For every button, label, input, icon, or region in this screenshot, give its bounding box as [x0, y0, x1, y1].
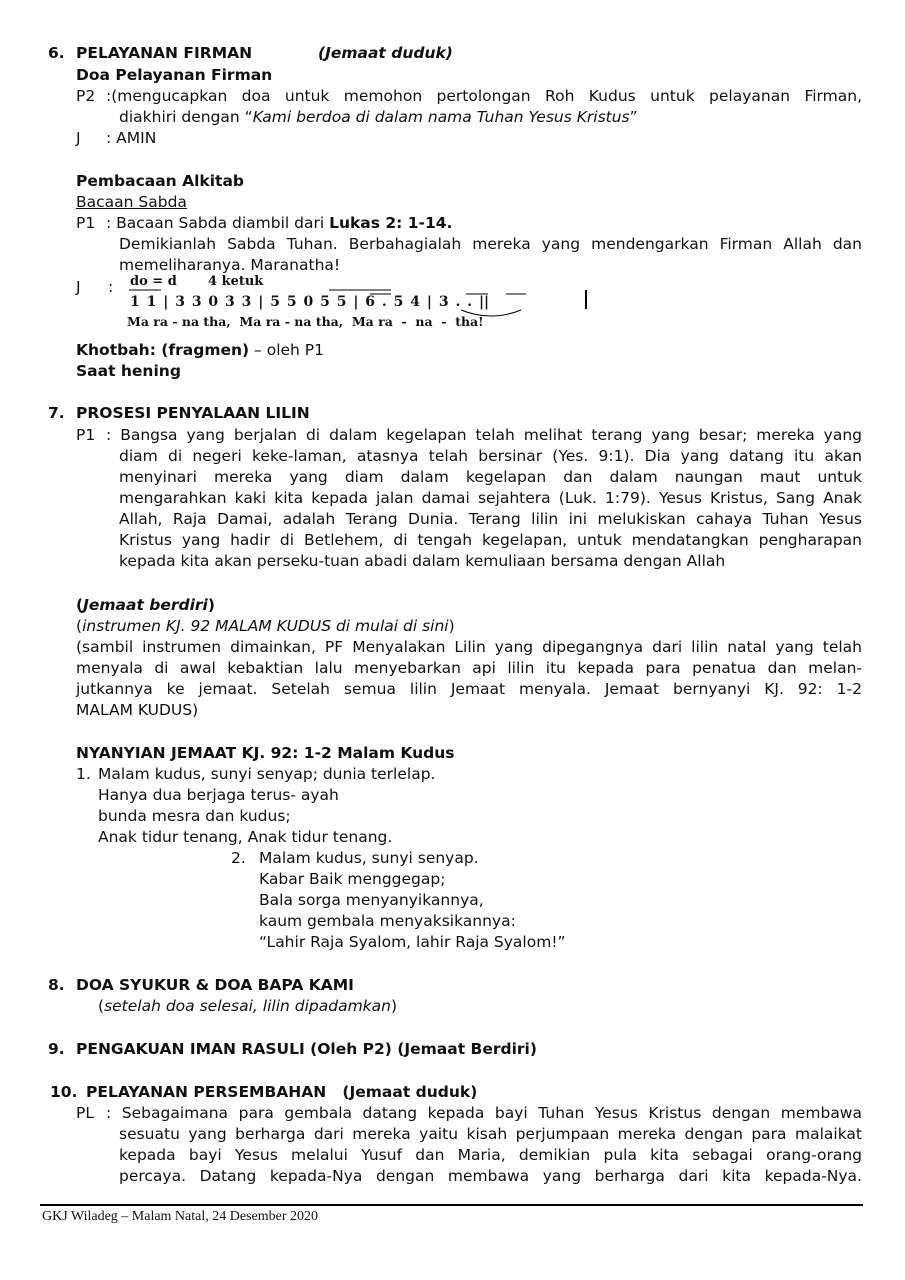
j-label: J: [76, 129, 81, 147]
verse2-number: 2.: [231, 849, 246, 867]
reading-title: Pembacaan Alkitab: [76, 172, 245, 190]
section-10-title: PELAYANAN PERSEMBAHAN (Jemaat duduk): [86, 1083, 478, 1101]
section-8-title: DOA SYUKUR & DOA BAPA KAMI: [76, 976, 354, 994]
sec7-line-7: kepada kita akan perseku-tuan abadi dalam kemuliaan bersama dengan Allah: [119, 552, 726, 570]
music-lyrics: Ma ra - na tha, Ma ra - na tha, Ma ra - na - tha!: [127, 314, 484, 329]
j2-label: J: [76, 278, 81, 296]
verse2-line-2: Kabar Baik menggegap;: [259, 870, 446, 888]
section-9-title: PENGAKUAN IMAN RASULI (Oleh P2) (Jemaat Berdiri): [76, 1040, 537, 1058]
verse2-line-1: Malam kudus, sunyi senyap.: [259, 849, 479, 867]
j-amin: : AMIN: [106, 129, 157, 147]
candle-para-1: (sambil instrumen dimainkan, PF Menyalakan Lilin yang dipegangnya dari lilin natal yang telah: [76, 638, 862, 656]
music-notes: 1 1 | 3 3 0 3 3 | 5 5 0 5 5 | 6 . 5 4 | 3 . . ||: [130, 294, 490, 310]
p1-label: P1: [76, 214, 96, 232]
section-10-number: 10.: [50, 1083, 78, 1101]
music-notation-marks: [126, 276, 606, 326]
sec7-line-4: mengarahkan kaki kita kepada jalan damai sejahtera (Luk. 1:79). Yesus Kristus, Sang Anak: [119, 489, 862, 507]
p1-reading-line2: Demikianlah Sabda Tuhan. Berbahagialah mereka yang mendengarkan Firman Allah dan: [119, 235, 862, 253]
verse1-line-4: Anak tidur tenang, Anak tidur tenang.: [98, 828, 393, 846]
sec7-line-6: Kristus yang hadir di Betlehem, di tengah kegelapan, untuk mendatangkan pengharapan: [119, 531, 862, 549]
music-meter: 4 ketuk: [208, 274, 264, 289]
sec7-line-5: Allah, Raja Damai, adalah Terang Dunia. Terang lilin ini melukiskan cahaya Tuhan Yesus: [119, 510, 862, 528]
sec10-line-2: sesuatu yang berharga dari mereka yaitu kisah perjumpaan mereka dengan para malaikat: [119, 1125, 862, 1143]
prayer-title: Doa Pelayanan Firman: [76, 66, 273, 84]
reading-subtitle: Bacaan Sabda: [76, 193, 187, 211]
footer-divider: [40, 1204, 863, 1206]
song-title: NYANYIAN JEMAAT KJ. 92: 1-2 Malam Kudus: [76, 744, 455, 762]
p2-label: P2: [76, 87, 96, 105]
candle-para-2: menyala di awal kebaktian lalu menyebarkan api lilin itu kepada para penatua dan melan-: [76, 659, 862, 677]
p1-label-7: P1: [76, 426, 96, 444]
section-8-note: (setelah doa selesai, lilin dipadamkan): [98, 997, 398, 1015]
candle-para-4: MALAM KUDUS): [76, 701, 199, 719]
p1-reading-line3: memeliharanya. Maranatha!: [119, 256, 341, 274]
section-6-note: (Jemaat duduk): [318, 44, 453, 62]
p2-text-line1: :(mengucapkan doa untuk memohon pertolongan Roh Kudus untuk pelayanan Firman,: [106, 87, 862, 105]
section-7-title: PROSESI PENYALAAN LILIN: [76, 404, 310, 422]
instrument-note: (instrumen KJ. 92 MALAM KUDUS di mulai di sini): [76, 617, 455, 635]
j2-colon: :: [108, 278, 114, 296]
verse1-number: 1.: [76, 765, 91, 783]
p2-text-line2: diakhiri dengan “Kami berdoa di dalam nama Tuhan Yesus Kristus”: [119, 108, 638, 126]
pl-label: PL: [76, 1104, 94, 1122]
sec10-line-4: percaya. Datang kepada-Nya dengan membawa yang berharga dari kita kepada-Nya.: [119, 1167, 862, 1185]
verse1-line-3: bunda mesra dan kudus;: [98, 807, 291, 825]
section-6-number: 6.: [48, 44, 65, 62]
candle-para-3: jutkannya ke jemaat. Setelah semua lilin Jemaat menyala. Jemaat bernyanyi KJ. 92: 1-2: [76, 680, 862, 698]
section-9-number: 9.: [48, 1040, 65, 1058]
sec7-line-2: diam di negeri keke-laman, atasnya telah bersinar (Yes. 9:1). Dia yang datang itu akan: [119, 447, 862, 465]
verse2-line-4: kaum gembala menyaksikannya:: [259, 912, 516, 930]
verse1-line-1: Malam kudus, sunyi senyap; dunia terlelap.: [98, 765, 436, 783]
p1-reading: : Bacaan Sabda diambil dari Lukas 2: 1-14.: [106, 214, 453, 232]
slur: [461, 310, 521, 316]
footer-text: GKJ Wiladeg – Malam Natal, 24 Desember 2020: [42, 1209, 319, 1224]
stand-note: (Jemaat berdiri): [76, 596, 215, 614]
sermon-line: Khotbah: (fragmen) – oleh P1: [76, 341, 324, 359]
section-7-number: 7.: [48, 404, 65, 422]
sec7-line-3: menyinari mereka yang diam dalam kegelapan dan dalam naungan maut untuk: [119, 468, 862, 486]
verse1-line-2: Hanya dua berjaga terus- ayah: [98, 786, 339, 804]
music-key: do = d: [130, 274, 177, 289]
section-6-title: PELAYANAN FIRMAN: [76, 44, 253, 62]
verse2-line-3: Bala sorga menyanyikannya,: [259, 891, 484, 909]
sec10-line-3: kepada bayi Yesus melalui Yusuf dan Maria, demikian pula kita sebagai orang-orang: [119, 1146, 862, 1164]
silence-line: Saat hening: [76, 362, 181, 380]
sec10-line-1: : Sebagaimana para gembala datang kepada bayi Tuhan Yesus Kristus dengan membawa: [106, 1104, 862, 1122]
verse2-line-5: “Lahir Raja Syalom, lahir Raja Syalom!”: [259, 933, 566, 951]
sec7-line-1: : Bangsa yang berjalan di dalam kegelapan telah melihat terang yang besar; mereka yang: [106, 426, 862, 444]
section-8-number: 8.: [48, 976, 65, 994]
